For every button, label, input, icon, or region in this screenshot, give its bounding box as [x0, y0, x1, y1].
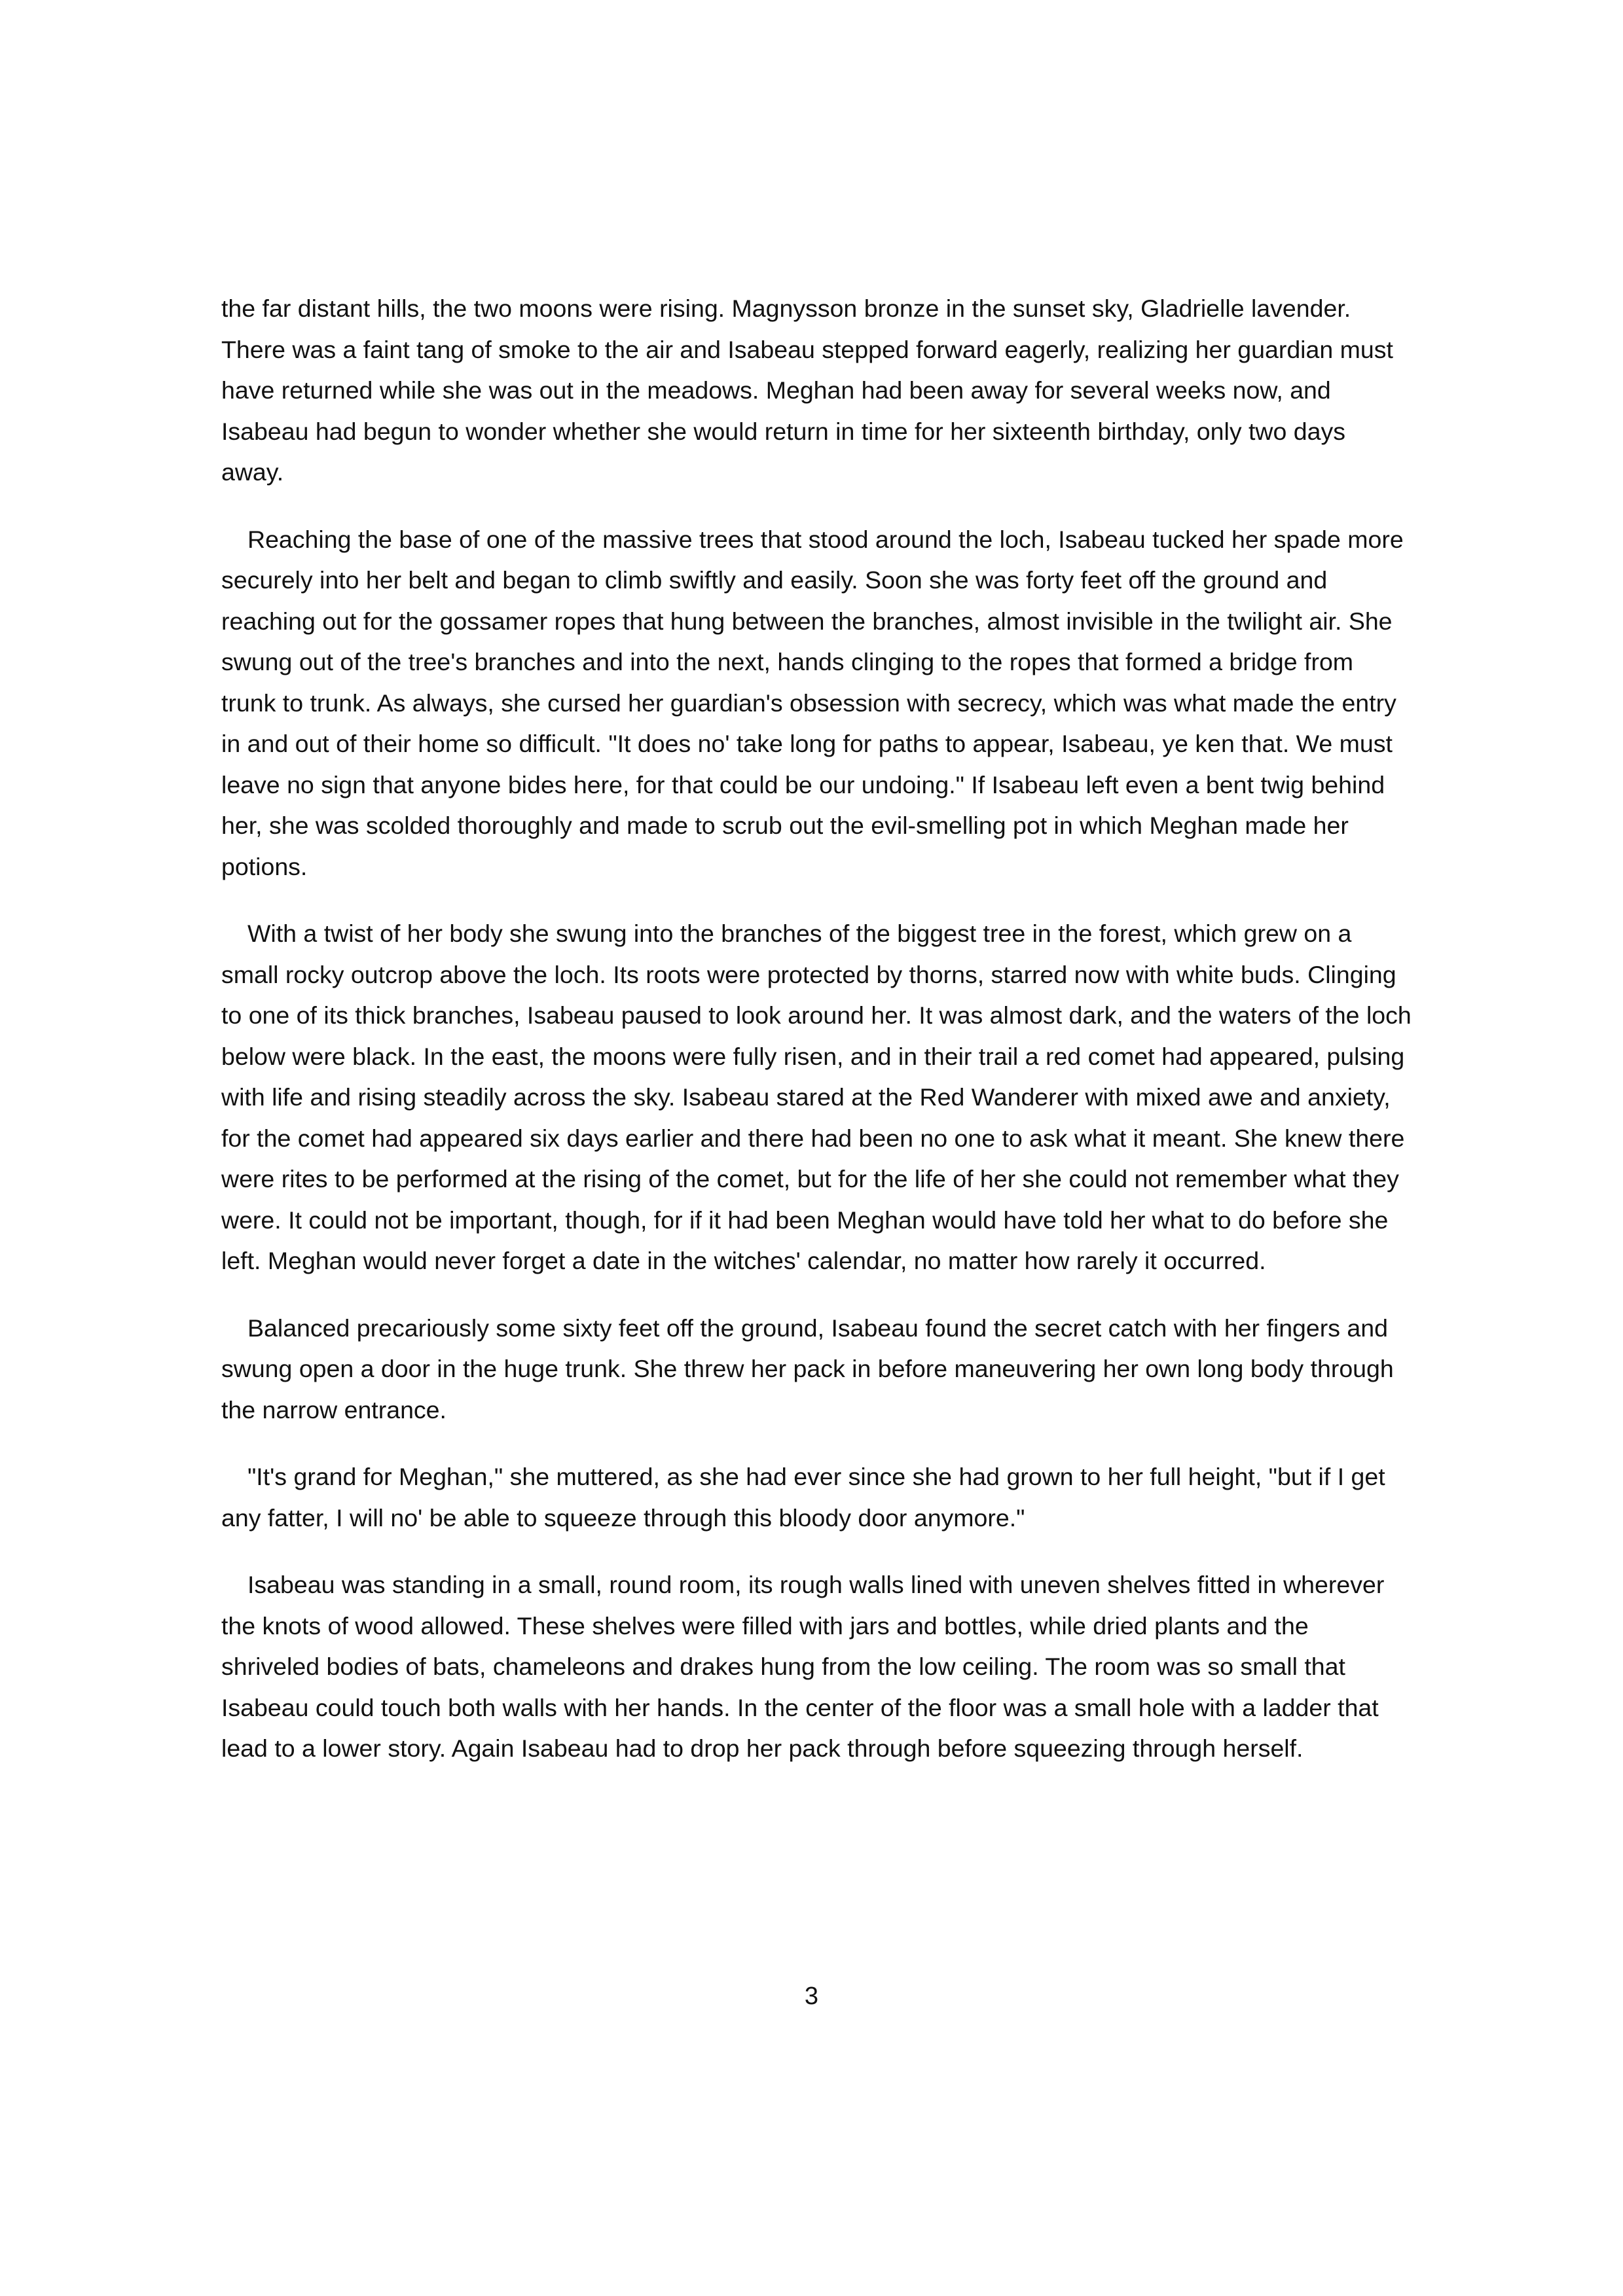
- paragraph-1: the far distant hills, the two moons were rising. Magnysson bronze in the sunset sky, Gladrielle lavender. There was a faint tang of smoke to the air and Isabeau stepped forward eagerly, realizing her guardian must have returned while she was out in the meadows. Meghan had been away for several weeks now, and Isabeau had begun to wonder whether she would return in time for her sixteenth birthday, only two days away.: [221, 295, 1393, 486]
- page-number: 3: [804, 1982, 819, 2010]
- paragraph-3: With a twist of her body she swung into the branches of the biggest tree in the forest, which grew on a small rocky outcrop above the loch. Its roots were protected by thorns, starred now with white buds. Clinging to one of its thick branches, Isabeau paused to look around her. It was almost dark, and the waters of the loch below were black. In the east, the moons were fully risen, and in their trail a red comet had appeared, pulsing with life and rising steadily across the sky. Isabeau stared at the Red Wanderer with mixed awe and anxiety, for the comet had appeared six days earlier and there had been no one to ask what it meant. She knew there were rites to be performed at the rising of the comet, but for the life of her she could not remember what they were. It could not be important, though, for if it had been Meghan would have told her what to do before she left. Meghan would never forget a date in the witches' calendar, no matter how rarely it occurred.: [221, 920, 1412, 1274]
- paragraph-4: Balanced precariously some sixty feet off the ground, Isabeau found the secret catch with her fingers and swung open a door in the huge trunk. She threw her pack in before maneuvering her own long body through the narrow entrance.: [221, 1314, 1394, 1424]
- paragraph-6: Isabeau was standing in a small, round room, its rough walls lined with uneven shelves fitted in wherever the knots of wood allowed. These shelves were filled with jars and bottles, while dried plants and the shriveled bodies of bats, chameleons and drakes hung from the low ceiling. The room was so small that Isabeau could touch both walls with her hands. In the center of the floor was a small hole with a ladder that lead to a lower story. Again Isabeau had to drop her pack through before squeezing through herself.: [221, 1571, 1385, 1762]
- paragraph-2: Reaching the base of one of the massive trees that stood around the loch, Isabeau tucked her spade more securely into her belt and began to climb swiftly and easily. Soon she was forty feet off the ground and reaching out for the gossamer ropes that hung between the branches, almost invisible in the twilight air. She swung out of the tree's branches and into the next, hands clinging to the ropes that formed a bridge from trunk to trunk. As always, she cursed her guardian's obsession with secrecy, which was what made the entry in and out of their home so difficult. "It does no' take long for paths to appear, Isabeau, ye ken that. We must leave no sign that anyone bides here, for that could be our undoing." If Isabeau left even a bent twig behind her, she was scolded thoroughly and made to scrub out the evil-smelling pot in which Meghan made her potions.: [221, 525, 1404, 880]
- body-text: [221, 288, 1413, 1795]
- paragraph-5: "It's grand for Meghan," she muttered, as she had ever since she had grown to her full height, "but if I get any fatter, I will no' be able to squeeze through this bloody door anymore.": [221, 1463, 1385, 1532]
